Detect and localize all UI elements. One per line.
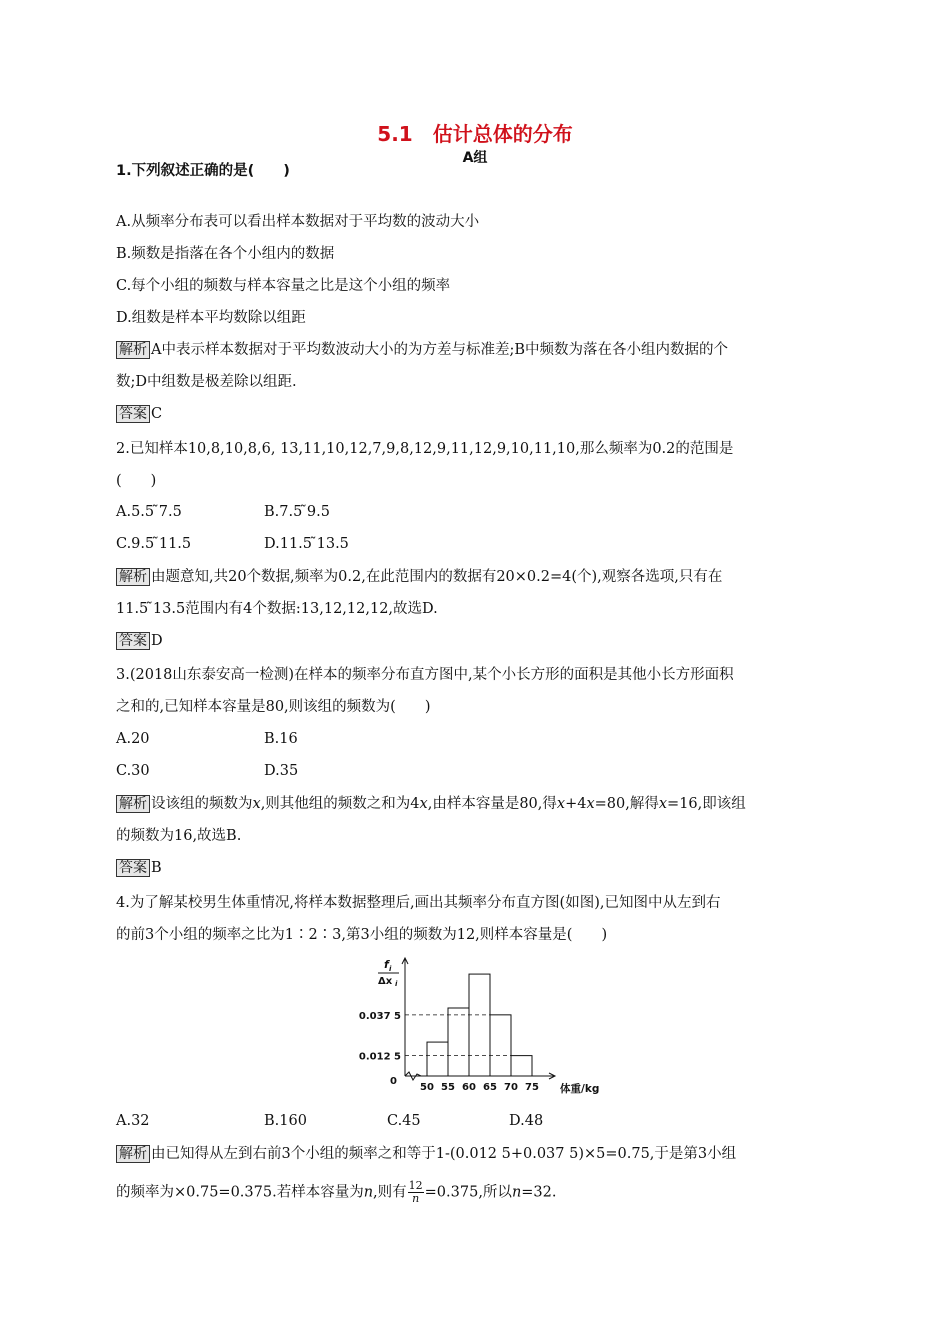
q3-analysis: 解析 设该组的频数为x,则其他组的频数之和为4x,由样本容量是80,得x+4x=80,解得x=16,即该组 xyxy=(116,794,746,814)
q4-analysis: 解析 由已知得从左到右前3个小组的频率之和等于1-(0.012 5+0.037 5)×5=0.75,于是第3小组 xyxy=(116,1144,736,1164)
q4-option-b: B.160 xyxy=(264,1113,307,1129)
q2-stem-cont: ( ) xyxy=(116,473,157,489)
q2-option-c: C.9.5 ̃11.5 xyxy=(116,536,192,552)
group-label: A组 xyxy=(462,150,488,166)
q4-stem: 4.为了解某校男生体重情况,将样本数据整理后,画出其频率分布直方图(如图),已知图中从左到右 xyxy=(116,895,721,911)
q4-stem-cont: 的前3个小组的频率之比为1∶2∶3,第3小组的频数为12,则样本容量是( ) xyxy=(116,927,608,943)
x-tick-label: 65 xyxy=(483,1082,497,1093)
q4-option-a: A.32 xyxy=(116,1113,150,1129)
q3-option-b: B.16 xyxy=(264,731,298,747)
q3-analysis-cont: 的频数为16,故选B. xyxy=(116,828,242,844)
x-axis-label: 体重/kg xyxy=(560,1083,600,1095)
q1-option-d: D.组数是样本平均数除以组距 xyxy=(116,310,306,326)
q3-stem: 3.(2018山东泰安高一检测)在样本的频率分布直方图中,某个小长方形的面积是其他小长方形面积 xyxy=(116,667,734,683)
fraction: $\frac{12}{n}$ xyxy=(408,1179,423,1205)
q2-option-a: A.5.5 ̃7.5 xyxy=(116,504,182,520)
x-tick-label: 50 xyxy=(420,1082,434,1093)
q3-answer: 答案 B xyxy=(116,858,162,878)
q1-option-b: B.频数是指落在各个小组内的数据 xyxy=(116,246,335,262)
q3-stem-cont: 之和的,已知样本容量是80,则该组的频数为( ) xyxy=(116,699,431,715)
q3-option-d: D.35 xyxy=(264,763,299,779)
histogram-bar xyxy=(448,1008,469,1076)
q1-option-c: C.每个小组的频数与样本容量之比是这个小组的频率 xyxy=(116,278,451,294)
q4-option-c: C.45 xyxy=(387,1113,421,1129)
q2-analysis-cont: 11.5 ̃13.5范围内有4个数据:13,12,12,12,故选D. xyxy=(116,601,438,617)
histogram-chart xyxy=(355,950,600,1112)
q4-option-d: D.48 xyxy=(509,1113,544,1129)
q3-option-c: C.30 xyxy=(116,763,150,779)
y-tick-label: 0.012 5 xyxy=(358,1051,401,1063)
x-tick-label: 75 xyxy=(525,1082,539,1093)
q4-analysis-cont: 的频率为×0.75=0.375.若样本容量为n,则有 $\frac{12}{n}$ =0.375,所以n=32. xyxy=(116,1179,557,1205)
analysis-tag: 解析 xyxy=(116,341,150,359)
q3-option-a: A.20 xyxy=(116,731,150,747)
y-label-numerator-sub: i xyxy=(389,965,392,973)
answer-tag: 答案 xyxy=(116,405,150,423)
q2-answer: 答案 D xyxy=(116,631,163,651)
x-tick-label: 70 xyxy=(504,1082,518,1093)
q2-option-b: B.7.5 ̃9.5 xyxy=(264,504,330,520)
x-tick-label: 60 xyxy=(462,1082,476,1093)
y-label-denominator-sub: i xyxy=(395,980,398,988)
q1-analysis: 解析 A中表示样本数据对于平均数波动大小的为方差与标准差;B中频数为落在各小组内数据的个 xyxy=(116,340,728,360)
page-title: 5.1 估计总体的分布 xyxy=(377,122,573,146)
histogram-bar xyxy=(490,1015,511,1076)
q2-option-d: D.11.5 ̃13.5 xyxy=(264,536,349,552)
y-tick-label: 0.037 5 xyxy=(358,1010,401,1022)
q2-analysis: 解析 由题意知,共20个数据,频率为0.2,在此范围内的数据有20×0.2=4(个),观察各选项,只有在 xyxy=(116,567,722,587)
histogram-bar xyxy=(427,1042,448,1076)
q1-answer: 答案 C xyxy=(116,404,162,424)
q2-stem: 2.已知样本10,8,10,8,6, 13,11,10,12,7,9,8,12,9,11,12,9,10,11,10,那么频率为0.2的范围是 xyxy=(116,441,734,457)
q1-option-a: A.从频率分布表可以看出样本数据对于平均数的波动大小 xyxy=(116,214,480,230)
origin-label: 0 xyxy=(390,1076,397,1087)
histogram-bar xyxy=(511,1056,532,1076)
y-label-denominator: Δx xyxy=(378,976,393,987)
x-tick-label: 55 xyxy=(441,1082,455,1093)
q1-analysis-cont: 数;D中组数是极差除以组距. xyxy=(116,374,297,390)
histogram-bar xyxy=(469,974,490,1076)
q1-stem: 1.下列叙述正确的是( ) xyxy=(116,163,290,179)
y-label-numerator: f xyxy=(384,958,389,971)
